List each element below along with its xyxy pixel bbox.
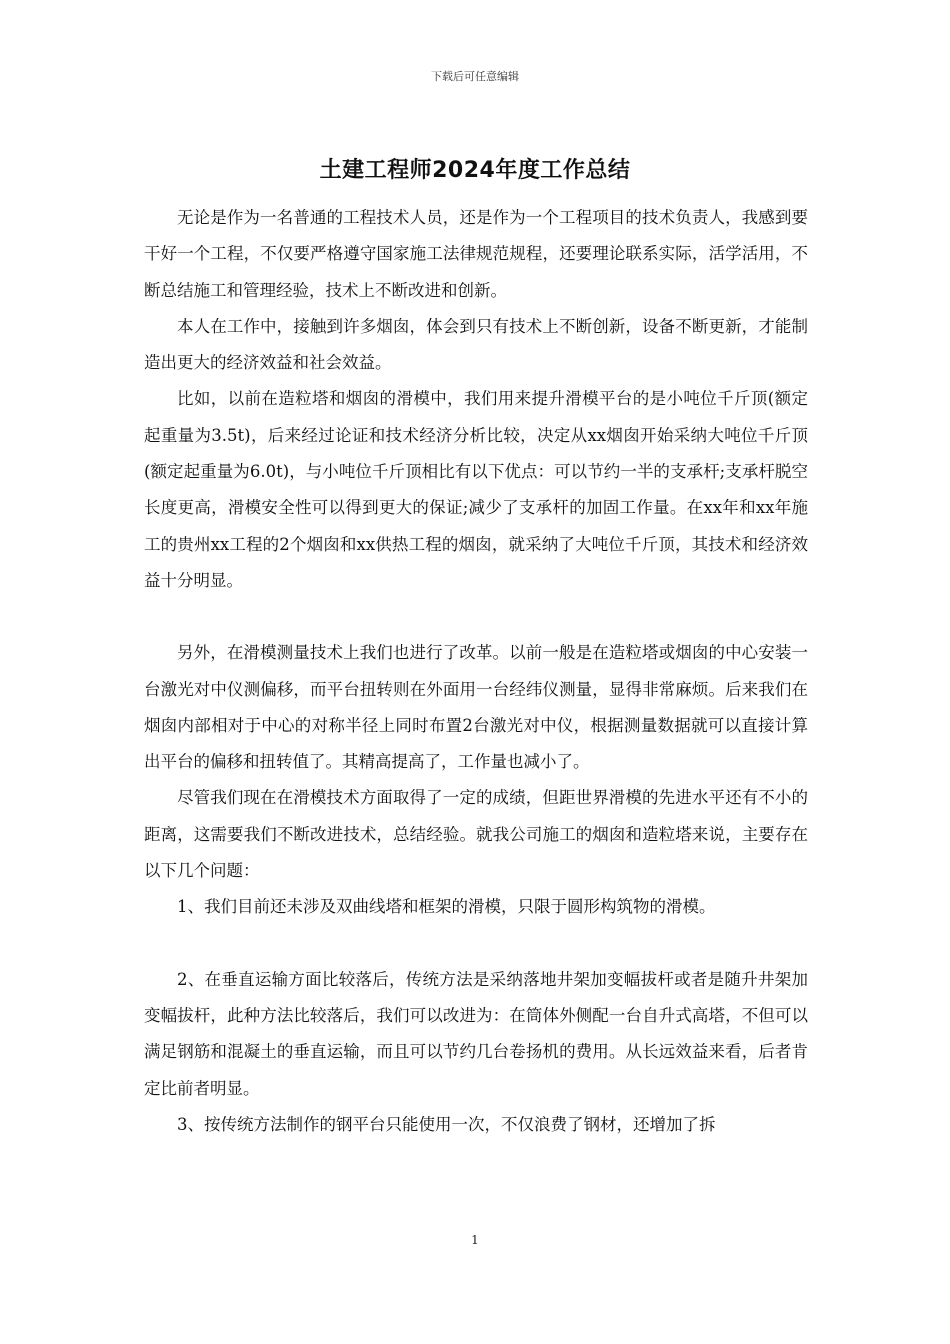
paragraph-1: 无论是作为一名普通的工程技术人员，还是作为一个工程项目的技术负责人，我感到要干好一个工程，不仅要严格遵守国家施工法律规范规程，还要理论联系实际，活学活用，不断总结施工和管理经验，技术上不断改进和创新。 [144,208,808,300]
page-number: 1 [471,1233,479,1247]
document-title: 土建工程师2024年度工作总结 [319,158,631,183]
paragraph-4: 另外，在滑模测量技术上我们也进行了改革。以前一般是在造粒塔或烟囱的中心安装一台激光对中仪测偏移，而平台扭转则在外面用一台经纬仪测量，显得非常麻烦。后来我们在烟囱内部相对于中心的对称半径上同时布置2台激光对中仪，根据测量数据就可以直接计算出平台的偏移和扭转值了。其精高提高了，工作量也减小了。 [144,643,808,772]
paragraph-2: 本人在工作中，接触到许多烟囱，体会到只有技术上不断创新，设备不断更新，才能制造出更大的经济效益和社会效益。 [144,316,808,373]
body-text [144,200,808,1143]
header-note: 下载后可任意编辑 [431,70,519,83]
paragraph-7: 2、在垂直运输方面比较落后，传统方法是采纳落地井架加变幅拔杆或者是随升井架加变幅拔杆，此种方法比较落后，我们可以改进为：在筒体外侧配一台自升式高塔，不但可以满足钢筋和混凝土的垂直运输，而且可以节约几台卷扬机的费用。从长远效益来看，后者肯定比前者明显。 [144,969,808,1098]
paragraph-3: 比如，以前在造粒塔和烟囱的滑模中，我们用来提升滑模平台的是小吨位千斤顶(额定起重量为3.5t)，后来经过论证和技术经济分析比较，决定从xx烟囱开始采纳大吨位千斤顶(额定起重量为6.0t)，与小吨位千斤顶相比有以下优点：可以节约一半的支承杆;支承杆脱空长度更高，滑模安全性可以得到更大的保证;减少了支承杆的加固工作量。在xx年和xx年施工的贵州xx工程的2个烟囱和xx供热工程的烟囱，就采纳了大吨位千斤顶，其技术和经济效益十分明显。 [144,389,808,590]
paragraph-5: 尽管我们现在在滑模技术方面取得了一定的成绩，但距世界滑模的先进水平还有不小的距离，这需要我们不断改进技术，总结经验。就我公司施工的烟囱和造粒塔来说，主要存在以下几个问题： [144,788,808,881]
paragraph-8: 3、按传统方法制作的钢平台只能使用一次，不仅浪费了钢材，还增加了拆 [177,1114,716,1134]
paragraph-6: 1、我们目前还未涉及双曲线塔和框架的滑模，只限于圆形构筑物的滑模。 [177,897,716,917]
